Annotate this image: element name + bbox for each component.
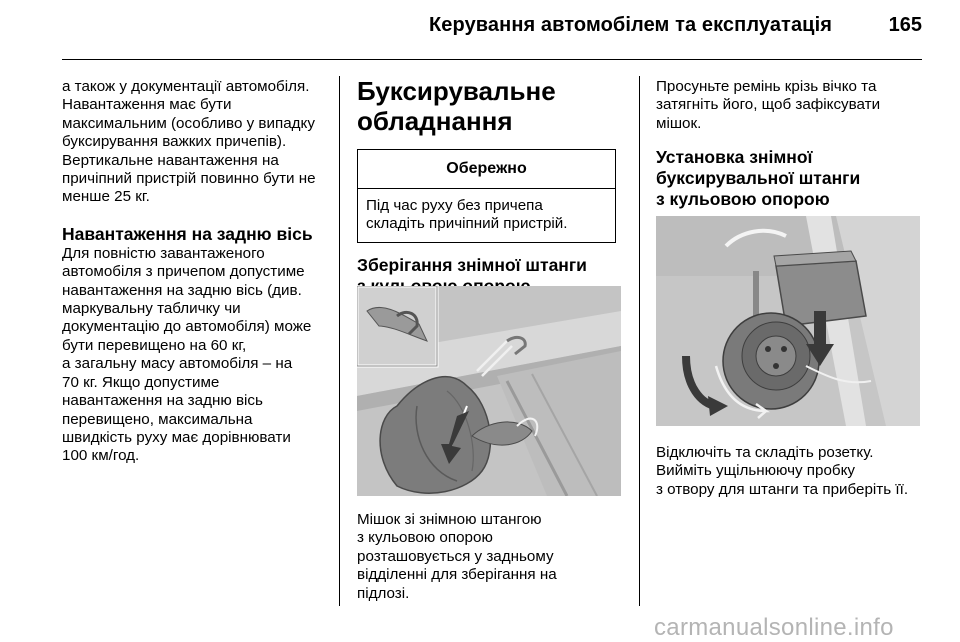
right-caption (656, 444, 936, 499)
text-line: Зберігання знімної штанги (357, 254, 587, 275)
text-line: перевищено, максимальна (62, 410, 253, 428)
text-line: мішок. (656, 114, 702, 132)
text-line: підлозі. (357, 584, 410, 602)
column-divider-right (639, 76, 640, 606)
text-line: 100 км/год. (62, 447, 140, 465)
text-line: Просуньте ремінь крізь вічко та (656, 78, 877, 95)
text-line: складіть причіпний пристрій. (366, 215, 568, 233)
text-line: затягніть його, щоб зафіксувати (656, 96, 881, 114)
section-title-line-1: Буксирувальне (357, 76, 556, 106)
rear-axle-heading: Навантаження на задню вісь (62, 223, 313, 244)
text-line: а також у документації автомобіля. (62, 78, 310, 95)
text-line: навантаження на задню вісь (62, 392, 263, 410)
text-line: навантаження на задню вісь (див. (62, 281, 302, 299)
text-line: автомобіля з причепом допустиме (62, 263, 305, 281)
text-line: Вийміть ущільнюючу пробку (656, 462, 856, 480)
text-line: Мішок зі знімною штангою (357, 511, 542, 528)
warning-box (357, 149, 616, 243)
text-line: з отвору для штанги та приберіть її. (656, 480, 909, 498)
text-line: Навантаження має бути (62, 96, 232, 114)
warning-body (358, 189, 615, 242)
install-heading (656, 147, 926, 210)
header-rule (62, 59, 922, 60)
middle-column (357, 76, 623, 297)
storage-bag-illustration (357, 286, 621, 496)
left-column (62, 78, 334, 466)
text-line: Установка знімної (656, 147, 813, 168)
text-line: з кульовою опорою (656, 189, 830, 210)
text-line: відділенні для зберігання на (357, 566, 557, 584)
warning-title: Обережно (358, 150, 615, 189)
text-line: Відключіть та складіть розетку. (656, 444, 874, 461)
middle-caption (357, 511, 623, 603)
text-line: максимальним (особливо у випадку (62, 114, 315, 132)
text-line: менше 25 кг. (62, 188, 150, 206)
text-line: з кульовою опорою (357, 529, 493, 547)
text-line: маркувальну табличку чи (62, 300, 241, 318)
text-line: документацію до автомобіля) може (62, 318, 312, 336)
text-line: Вертикальне навантаження на (62, 151, 279, 169)
socket-fold-illustration (656, 216, 920, 426)
text-line: причіпний пристрій повинно бути не (62, 170, 316, 188)
text-line: а загальну масу автомобіля – на (62, 355, 293, 373)
text-line: Під час руху без причепа (366, 197, 543, 214)
text-line: розташовується у задньому (357, 547, 554, 565)
text-line: бути перевищено на 60 кг, (62, 336, 247, 354)
text-line: буксирувальної штанги (656, 168, 861, 189)
intro-paragraph (62, 78, 334, 207)
text-line: швидкість руху має дорівнювати (62, 428, 291, 446)
header-title: Керування автомобілем та експлуатація (428, 14, 832, 36)
section-title-line-2: обладнання (357, 106, 513, 136)
text-line: Для повністю завантаженого (62, 244, 265, 262)
text-line: буксирування важких причепів). (62, 133, 287, 151)
page-number: 165 (888, 14, 922, 36)
right-intro-paragraph (656, 78, 926, 133)
column-divider-left (339, 76, 340, 606)
watermark: carmanualsonline.info (654, 614, 894, 641)
rear-axle-paragraph (62, 245, 334, 466)
right-column (656, 78, 926, 210)
text-line: 70 кг. Якщо допустиме (62, 373, 220, 391)
